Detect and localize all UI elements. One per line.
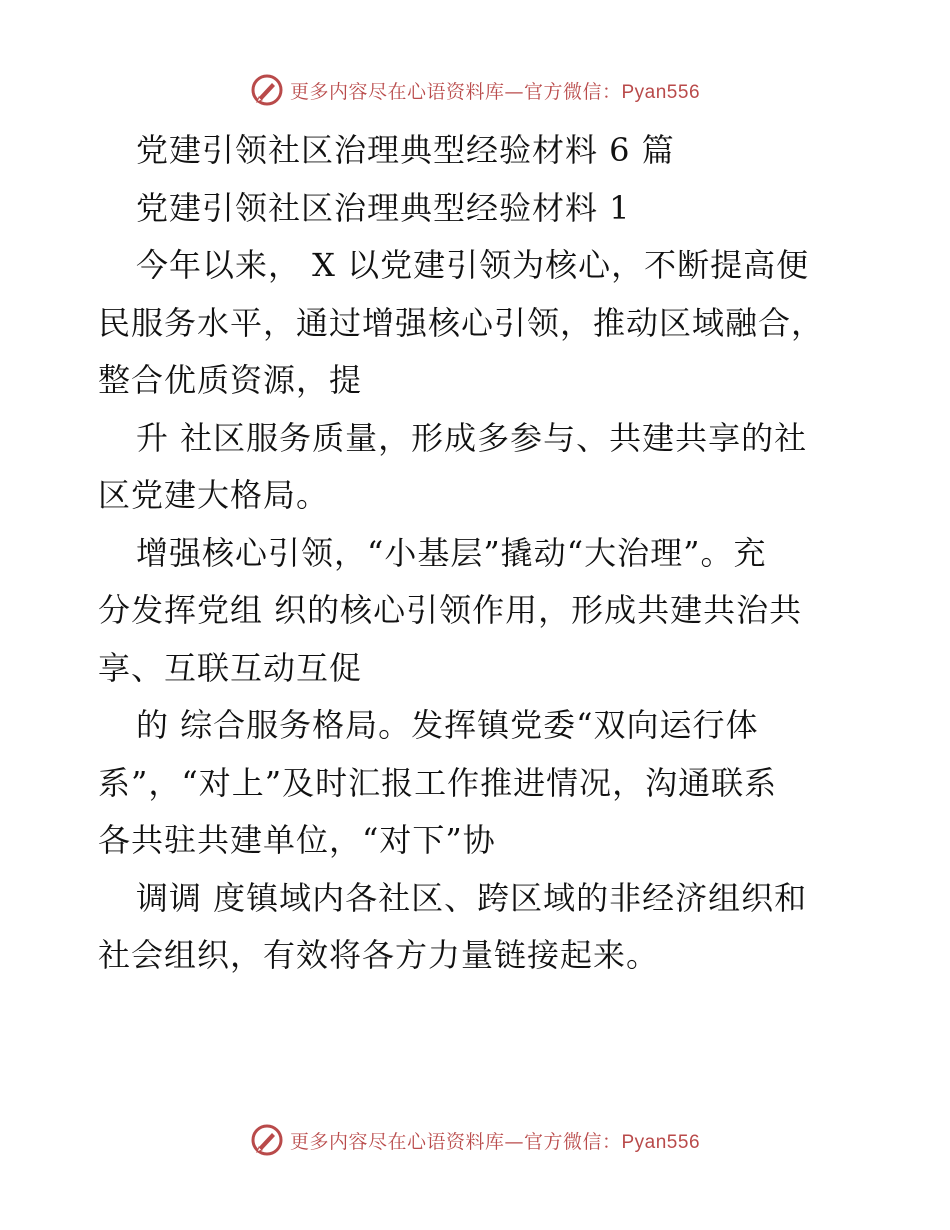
paragraph-line: 社会组织，有效将各方力量链接起来。 (98, 936, 660, 974)
wechat-id: Pyan556 (621, 1131, 701, 1153)
paragraph-line: 增强核心引领，“小基层”撬动“大治理”。充 (136, 533, 767, 572)
watermark-text: 更多内容尽在心语资料库—官方微信：Pyan556 (289, 80, 701, 103)
paragraph-line: 的 综合服务格局。发挥镇党委“双向运行体 (136, 706, 759, 744)
paragraph-line: 享、互联互动互促 (98, 648, 363, 687)
section-heading: 党建引领社区治理典型经验材料 1 (136, 188, 631, 227)
paragraph-line: 整合优质资源，提 (98, 361, 363, 399)
paragraph-line: 区党建大格局。 (98, 476, 330, 514)
paragraph-line: 民服务水平，通过增强核心引领，推动区域融合， (98, 303, 825, 342)
paragraph-line: 今年以来， X 以党建引领为核心，不断提高便 (136, 246, 810, 284)
header-watermark-banner (0, 70, 950, 110)
watermark-text: 更多内容尽在心语资料库—官方微信：Pyan556 (289, 1130, 701, 1153)
paragraph-line: 各共驻共建单位，“对下”协 (98, 821, 496, 859)
paragraph-line: 调调 度镇域内各社区、跨区域的非经济组织和 (136, 878, 808, 917)
paragraph-line: 升 社区服务质量，形成多参与、共建共享的社 (136, 418, 808, 457)
footer-watermark-banner (0, 1120, 950, 1160)
paragraph-line: 分发挥党组 织的核心引领作用，形成共建共治共 (98, 591, 803, 629)
wechat-id: Pyan556 (621, 81, 701, 103)
pen-logo-icon (250, 73, 284, 107)
pen-logo-icon (250, 1123, 284, 1157)
paragraph-line: 系”，“对上”及时汇报工作推进情况，沟通联系 (98, 763, 778, 802)
document-body (98, 122, 858, 985)
document-title: 党建引领社区治理典型经验材料 6 篇 (136, 131, 675, 169)
